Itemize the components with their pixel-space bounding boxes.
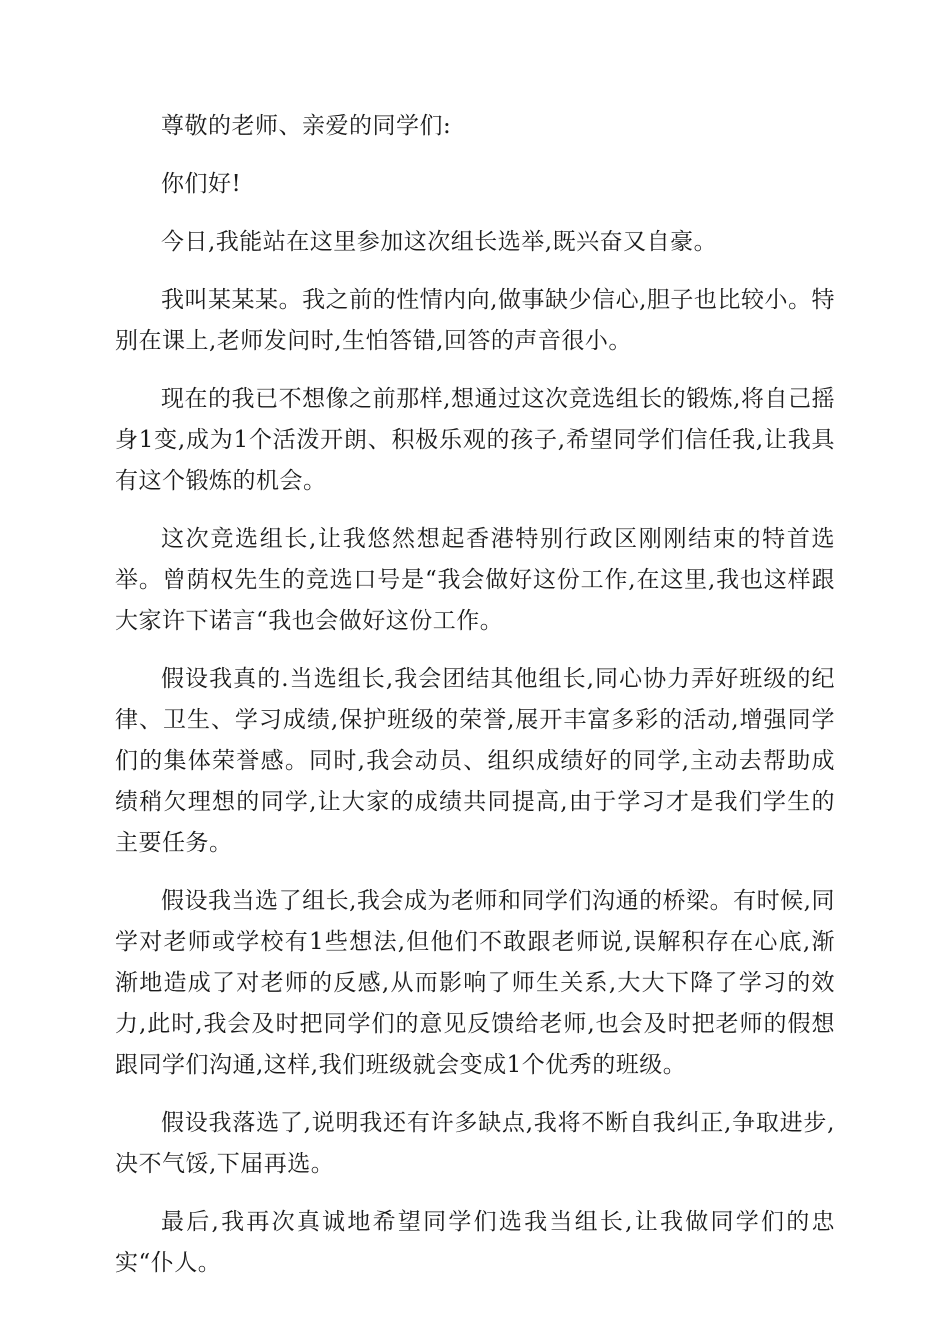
paragraph: 现在的我已不想像之前那样,想通过这次竞选组长的锻炼,将自己摇身1变,成为1个活泼开朗、积极乐观的孩子,希望同学们信任我,让我具有这个锻炼的机会。: [115, 386, 835, 494]
paragraph: 这次竞选组长,让我悠然想起香港特别行政区刚刚结束的特首选举。曾荫权先生的竞选口号是“我会做好这份工作,在这里,我也这样跟大家许下诺言“我也会做好这份工作。: [115, 526, 835, 634]
salutation: 尊敬的老师、亲爱的同学们:: [161, 113, 452, 139]
greeting: 你们好!: [161, 171, 242, 197]
paragraph: 假设我真的.当选组长,我会团结其他组长,同心协力弄好班级的纪律、卫生、学习成绩,保护班级的荣誉,展开丰富多彩的活动,增强同学们的集体荣誉感。同时,我会动员、组织成绩好的同学,主动去帮助成绩稍欠理想的同学,让大家的成绩共同提高,由于学习才是我们学生的主要任务。: [115, 666, 835, 856]
paragraph: 我叫某某某。我之前的性情内向,做事缺少信心,胆子也比较小。特别在课上,老师发问时,生怕答错,回答的声音很小。: [115, 287, 835, 354]
paragraph: 今日,我能站在这里参加这次组长选举,既兴奋又自豪。: [161, 229, 718, 255]
paragraph: 假设我落选了,说明我还有许多缺点,我将不断自我纠正,争取进步,决不气馁,下届再选。: [115, 1110, 835, 1177]
document-body: [115, 106, 835, 1301]
closing-paragraph: 最后,我再次真诚地希望同学们选我当组长,让我做同学们的忠实“仆人。: [115, 1209, 835, 1276]
paragraph: 假设我当选了组长,我会成为老师和同学们沟通的桥梁。有时候,同学对老师或学校有1些想法,但他们不敢跟老师说,误解积存在心底,渐渐地造成了对老师的反感,从而影响了师生关系,大大下降了学习的效力,此时,我会及时把同学们的意见反馈给老师,也会及时把老师的假想跟同学们沟通,这样,我们班级就会变成1个优秀的班级。: [115, 888, 835, 1078]
